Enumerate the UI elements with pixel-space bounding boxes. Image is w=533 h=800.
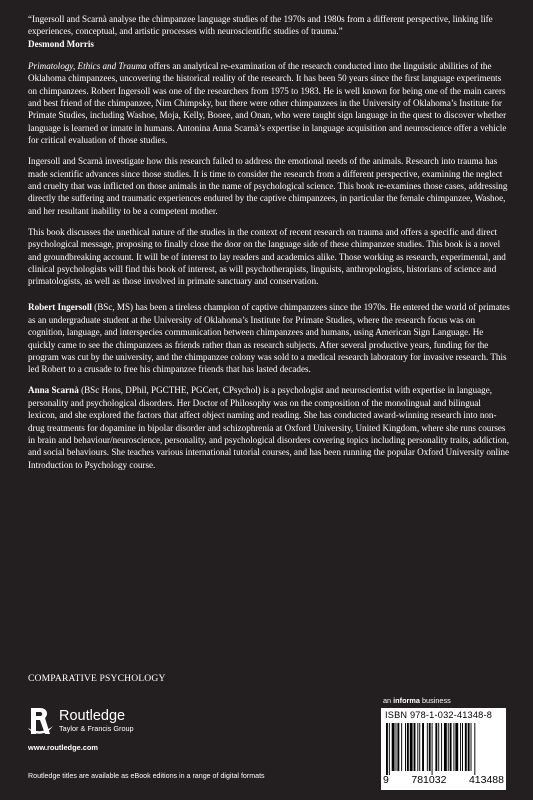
quote-text: “Ingersoll and Scarnà analyse the chimpanzee language studies of the 1970s and 1980s from a different perspective, linking life experiences, conceptual, and artistic processes with neuroscientific studies of trauma.” — [28, 14, 493, 37]
description-paragraph-3: This book discusses the unethical nature of the studies in the context of recent research on trauma and offers a specific and direct psychological message, proposing to finally close the door on the language side of these chimpanzee studies. This book is a novel and groundbreaking account. It will be of interest to lay readers and academics alike. Those working as research, experimental, and clinical psychologists will find this book of interest, as will psychotherapists, linguists, anthropologists, historians of science and primatologists, as well as those involved in primate sanctuary and conservation. — [28, 226, 506, 287]
description-paragraph-1 — [28, 60, 510, 147]
book-title: Primatology, Ethics and Trauma — [28, 60, 147, 71]
author-2-bio: (BSc Hons, DPhil, PGCTHE, PGCert, CPsychol) is a psychologist and neuroscientist with expertise in language, personality and psychological disorders. Her Doctor of Philosophy was on the composition of the monolingual and bilingual lexicon, and she explored the factors that affect object naming and reading. She has conducted award-winning research into non-drug treatments for dopamine in bipolar disorder and schizophrenia at Oxford University, United Kingdom, where she runs courses in brain and behaviour/neuroscience, personality, and psychological disorders covering topics including personality traits, addiction, and social behaviours. She teaches various international tutorial courses, and has been running the popular Oxford University online Introduction to Psychology course. — [28, 385, 510, 470]
isbn-barcode — [381, 708, 506, 790]
barcode-bars — [385, 723, 502, 775]
description-paragraph-2: Ingersoll and Scarnà investigate how this research failed to address the emotional needs of the animals. Research into trauma has made scientific advances since those studies. It is time to consider the research from a different perspective, examining the neglect and cruelty that was inflicted on those animals in the name of psychological science. This book re-examines those cases, addressing directly the suffering and traumatic experiences endured by the captive chimpanzees, in particular the female chimpanzee, Washoe, and her resultant inability to be a competent mother. — [28, 156, 508, 216]
informa-business-label: an informa business — [383, 696, 451, 705]
publisher-name: Routledge — [59, 708, 126, 724]
author-bio-1 — [28, 301, 510, 375]
publisher-logo — [28, 706, 134, 736]
author-2-name: Anna Scarnà — [28, 385, 79, 396]
back-cover-text — [28, 13, 510, 480]
publisher-group: Taylor & Francis Group — [59, 724, 134, 733]
author-1-name: Robert Ingersoll — [28, 302, 92, 313]
publisher-website: www.routledge.com — [28, 743, 98, 752]
quote-author: Desmond Morris — [28, 38, 94, 49]
isbn-label: ISBN 978-1-032-41348-8 — [385, 710, 493, 720]
author-bio-2 — [28, 384, 510, 471]
informa-brand: informa — [393, 696, 420, 705]
subject-category: COMPARATIVE PSYCHOLOGY — [28, 673, 166, 684]
author-1-bio: (BSc, MS) has been a tireless champion of captive chimpanzees since the 1970s. He entered the world of primates as an undergraduate student at the University of Oklahoma’s Institute for Primate Studies, where the research focus was on cognition, language, and interspecies communication between chimpanzees and humans, using American Sign Language. He quickly came to see the chimpanzees as friends rather than as research subjects. After several productive years, funding for the program was cut by the university, and the chimpanzee colony was sold to a medical research laboratory for invasive research. This led Robert to a crusade to free his chimpanzee friends that has lasted decades. — [28, 302, 510, 375]
barcode-digits: 9 781032 413488 — [383, 774, 504, 786]
description-p1-text: offers an analytical re-examination of the research conducted into the linguistic abilities of the Oklahoma chimpanzees, uncovering the historical reality of the research. It has been 50 years since the first language experiments on chimpanzees. Robert Ingersoll was one of the researchers from 1975 to 1983. He is well known for being one of the main carers and best friend of the chimpanzee, Nim Chimpsky, but there were other chimpanzees in the University of Oklahoma’s Institute for Primate Studies, including Washoe, Moja, Kelly, Booee, and Onan, who were taught sign language in the quest to discover whether language is learned or innate in humans. Antonina Anna Scarnà’s expertise in language acquisition and neuroscience offer a vehicle for critical evaluation of those studies. — [28, 60, 507, 146]
ebook-note: Routledge titles are available as eBook editions in a range of digital formats — [28, 772, 265, 780]
routledge-r-icon — [28, 706, 54, 736]
endorsement-quote — [28, 13, 510, 50]
